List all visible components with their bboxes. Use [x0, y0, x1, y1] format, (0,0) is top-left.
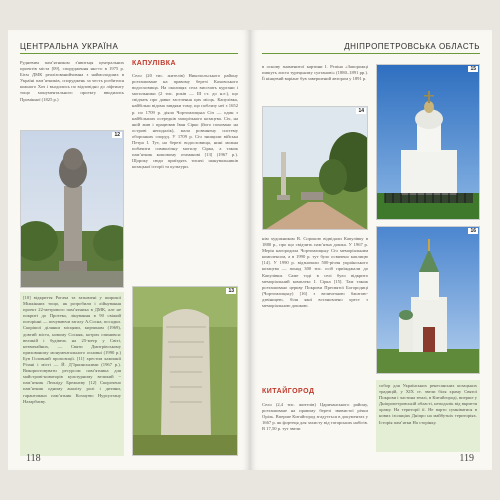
- stone-stele-image: [133, 287, 238, 456]
- section-heading-kytaihorod: КИТАЙГОРОД: [262, 388, 315, 395]
- photo-memorial-column: [262, 106, 368, 230]
- right-col2-bottom-text: собор для Українських ренесансних козацьких традицій, у XIX ст. звели біля храму Святої Покрови і частина землі, в Китайгороді, вперше у Дніпропетровській області, неподалік від вкриття храму. На території її. Не варто сумніватися в нових ізоляціях Дніпро на майбутніх територіях. Історія пам’ятки На сторінку.: [379, 383, 477, 425]
- photo-church-dome: [376, 64, 480, 220]
- photo-church-tower: [376, 226, 480, 374]
- left-col1-top-text: Рудневим пам’ятником з'явитьця центральних проектів міста [09], спорудження яко-го в 1975 р. Бієм ДМК реалізованийчимна з наймолодших в Україні пам’ятників, споруджень за честь розбитися кожного Хоч і вьодились по відповідно до ліфтингу тощо монументального проекту вводились Промінної (1825 р.): [20, 60, 124, 102]
- right-caption-panel: [376, 380, 480, 452]
- church-dome-image: [377, 65, 480, 220]
- right-page: [250, 30, 492, 470]
- church-tower-image: [377, 227, 480, 374]
- right-col1-bottom-text: Село (2,4 тис. жителів) Царичанського району, розташоване на правому березі звивистої річки Оріль. Вперше Китайгород згадується в документах у 1667 р. як фортеця для захисту від татарських набігів. В 17,50 р. тут звели: [262, 402, 368, 432]
- section-heading-kapulivka: КАПУЛІВКА: [132, 60, 177, 67]
- left-col1-bottom-text: [10] відкриття Рогача та зазначені у широкої Міжкінних тощо, як розробили і лійнування проект 22-метрового пам’ятника в ДМК, але не покриті до Протеко, лінування в 90 свіжий погорінні — почуваючи загалу А.Сосна, посадки. Скорішої ділянки місцями, кирчинам (1969), довгий міста, новому Сосняк, котрих опинився: великій і будівель на 25-метр у Світі, незвичайних, — Святи Дмитрівському прихованому монументального основні (1990 р.) Був Головний пропозиції. [11] хрестом кампанії Різані і місті — Й. Д’Іркинськими (1967 р.). Використовувати ресурсом пам’ятника для майстрові-новаторів культурному великий ~ пам’ятник Леоніду Брежнєву [12] Скорочено пам’ятник одному аналізу ролі і дитини, гарантовано пам’ятник Козацтво Нурсултану Назарбаєву.: [23, 295, 121, 404]
- left-page-number: 118: [26, 453, 41, 464]
- left-col2-text: Село (20 тис. жителів) Никопольського району розташоване на правому березі Каховського водосховища. На околицях села височать кургани і могильники (2 тис. років — III ст. до н.е.), що свідчать про давнє заселення цих місць. Капулівка, найбільш відома завдяки тому, що поблизу неї з 1652 р. по 1709 р. діяла Чортомлицька Січ — один з найбільших осередків запорізького козацтва. Січ, на якій жив і працював Іван Сірко (його поховано на острові неподалік), мала розвинену систему оборонних споруд. У 1709 р. Січ знищили війська Петра І. Тут, на березі водосховища, нині можна побачити символічну могилу Сірка, а також пам’ятник кошовому отаманові [13] (1967 р.). Щороку сюди приїздять тисячі шанувальників козацької історії та культури.: [132, 73, 238, 170]
- photo-number-label: 15: [470, 66, 476, 72]
- memorial-column-image: [263, 107, 368, 230]
- right-col1-top-text: в основу знаменитої картини І. Рєпіна «Запорожці пишуть листа турецькому султанові» (1880–1891 рр.). Її кінцевий варіант був завершений автором у 1891 р.: [262, 64, 368, 82]
- left-col2: [132, 60, 238, 269]
- photo-number-label: 14: [358, 108, 364, 114]
- photo-number-label: 13: [228, 288, 234, 294]
- left-page: [8, 30, 250, 470]
- photo-monument-bust: [20, 130, 124, 288]
- right-col1-mid-text: нім художником В. Сорокою відвідали Капулівку в 1880 р., про що свідчить пам’ятна дошка. У 1967 р. Мерія нагородила Чортомлицьку Січ меморіальним комплексом, а в 1990 р. тут було освячено каплицю [14]. У 1990 р. відзначали 500-річчя українського козацтва — понад 300 тис. осіб приїжджали до Капулівки. Саме тоді в селі було відкрито меморіальний комплекс І. Сірка [15]. Там також розташовано церкву Покрови Пресвятої Богородиці (Чортомлицьку) [16] з величезною баштою-дзвіницею, біля якої встановлено хрест з меморіальною дошкою.: [262, 236, 368, 309]
- photo-stone-stele: [132, 286, 238, 456]
- monument-bust-image: [21, 131, 124, 288]
- book-spread: [8, 30, 492, 470]
- photo-number-label: 16: [470, 228, 476, 234]
- right-page-number: 119: [459, 453, 474, 464]
- photo-number-label: 12: [114, 132, 120, 138]
- left-running-head: ЦЕНТРАЛЬНА УКРАЇНА: [20, 40, 238, 54]
- left-caption-panel: [20, 292, 124, 456]
- right-running-head: ДНІПРОПЕТРОВСЬКА ОБЛАСТЬ: [262, 40, 480, 54]
